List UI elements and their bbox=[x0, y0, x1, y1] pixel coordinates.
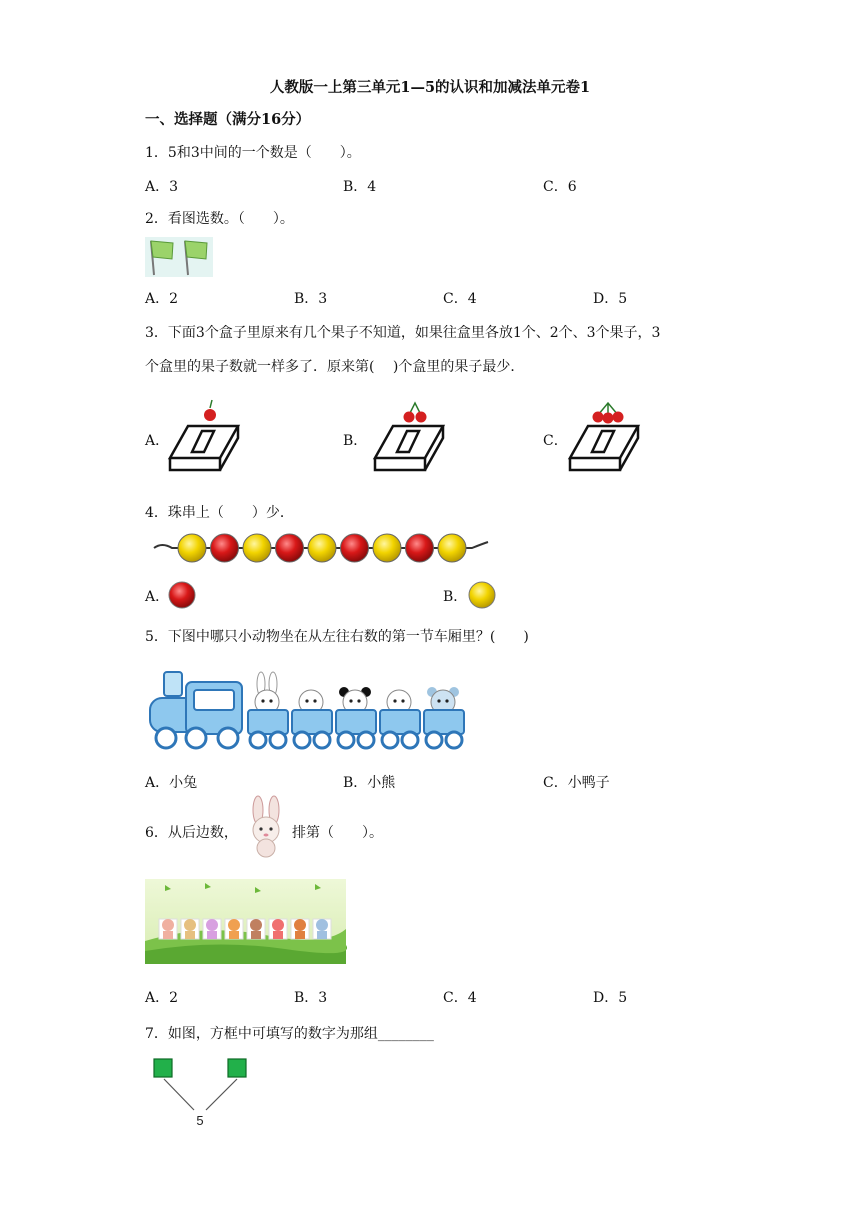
animal-figure bbox=[159, 919, 177, 939]
q5-option-c[interactable]: C．小鸭子 bbox=[543, 775, 610, 791]
q1-option-b[interactable]: B．4 bbox=[343, 179, 377, 195]
q2-option-a[interactable]: A．2 bbox=[145, 291, 179, 307]
animal-line-picture bbox=[145, 879, 346, 964]
box-with-3-cherries-image bbox=[568, 398, 640, 474]
question-4: 4．珠串上（ ）少． bbox=[145, 505, 294, 521]
q3-option-a[interactable]: A． bbox=[145, 433, 170, 449]
q2-option-d[interactable]: D．5 bbox=[593, 291, 628, 307]
q5-option-a[interactable]: A．小兔 bbox=[145, 775, 198, 791]
animal-figure bbox=[247, 919, 265, 939]
q3-option-c[interactable]: C． bbox=[543, 433, 568, 449]
cherry-icon bbox=[593, 403, 624, 424]
train-car-duck bbox=[292, 690, 332, 748]
q4-option-b[interactable]: B． bbox=[443, 589, 468, 605]
question-5: 5．下图中哪只小动物坐在从左往右数的第一节车厢里？( ) bbox=[145, 629, 529, 645]
q5-option-b[interactable]: B．小熊 bbox=[343, 775, 396, 791]
yellow-bead bbox=[308, 534, 336, 562]
red-bead bbox=[276, 534, 304, 562]
two-flags-image bbox=[145, 237, 213, 277]
red-bead bbox=[406, 534, 434, 562]
split-total-number: 5 bbox=[196, 1113, 204, 1128]
cherry-icon bbox=[404, 403, 427, 423]
question-1: 1．5和3中间的一个数是（ ）。 bbox=[145, 145, 361, 161]
yellow-bead bbox=[438, 534, 466, 562]
red-bead bbox=[341, 534, 369, 562]
question-3-line-2: 个盒里的果子数就一样多了．原来第( )个盒里的果子最少． bbox=[145, 359, 525, 375]
q2-option-c[interactable]: C．4 bbox=[443, 291, 477, 307]
train-car-monkey bbox=[380, 690, 420, 748]
train-car-bear bbox=[424, 687, 464, 748]
right-answer-box[interactable] bbox=[228, 1059, 246, 1077]
cherry-icon bbox=[204, 400, 216, 421]
question-6-text-before: 6．从后边数， bbox=[145, 825, 238, 841]
q4-option-a[interactable]: A． bbox=[145, 589, 170, 605]
question-2: 2．看图选数。（ ）。 bbox=[145, 211, 294, 227]
q6-option-c[interactable]: C．4 bbox=[443, 990, 477, 1006]
animal-figure bbox=[313, 919, 331, 939]
q6-option-b[interactable]: B．3 bbox=[294, 990, 328, 1006]
q1-option-a[interactable]: A．3 bbox=[145, 179, 179, 195]
animal-figure bbox=[181, 919, 199, 939]
red-bead bbox=[211, 534, 239, 562]
bead-string-image bbox=[152, 528, 490, 570]
train-car-rabbit bbox=[248, 672, 288, 748]
number-split-diagram bbox=[150, 1055, 250, 1130]
animal-figure bbox=[291, 919, 309, 939]
yellow-bead-icon bbox=[467, 580, 497, 610]
animal-train-image bbox=[146, 662, 471, 752]
train-car-panda bbox=[336, 687, 376, 748]
yellow-bead bbox=[178, 534, 206, 562]
rabbit-icon bbox=[244, 796, 288, 858]
yellow-bead bbox=[373, 534, 401, 562]
q6-option-a[interactable]: A．2 bbox=[145, 990, 179, 1006]
question-6-text-after: 排第（ ）。 bbox=[292, 825, 383, 841]
animal-figure bbox=[203, 919, 221, 939]
q2-option-b[interactable]: B．3 bbox=[294, 291, 328, 307]
q6-option-d[interactable]: D．5 bbox=[593, 990, 628, 1006]
box-with-1-cherry-image bbox=[168, 398, 240, 474]
q3-option-b[interactable]: B． bbox=[343, 433, 368, 449]
question-3-line-1: 3．下面3个盒子里原来有几个果子不知道，如果往盒里各放1个、2个、3个果子，3 bbox=[145, 325, 661, 341]
page-title: 人教版一上第三单元1—5的认识和加减法单元卷1 bbox=[269, 79, 591, 96]
red-bead-icon bbox=[167, 580, 197, 610]
animal-figure bbox=[225, 919, 243, 939]
animal-figure bbox=[269, 919, 287, 939]
yellow-bead bbox=[243, 534, 271, 562]
box-with-2-cherries-image bbox=[373, 398, 445, 474]
section-heading: 一、选择题（满分16分） bbox=[145, 111, 311, 128]
q1-option-c[interactable]: C．6 bbox=[543, 179, 577, 195]
question-7: 7．如图，方框中可填写的数字为那组________ bbox=[145, 1026, 434, 1042]
left-answer-box[interactable] bbox=[154, 1059, 172, 1077]
